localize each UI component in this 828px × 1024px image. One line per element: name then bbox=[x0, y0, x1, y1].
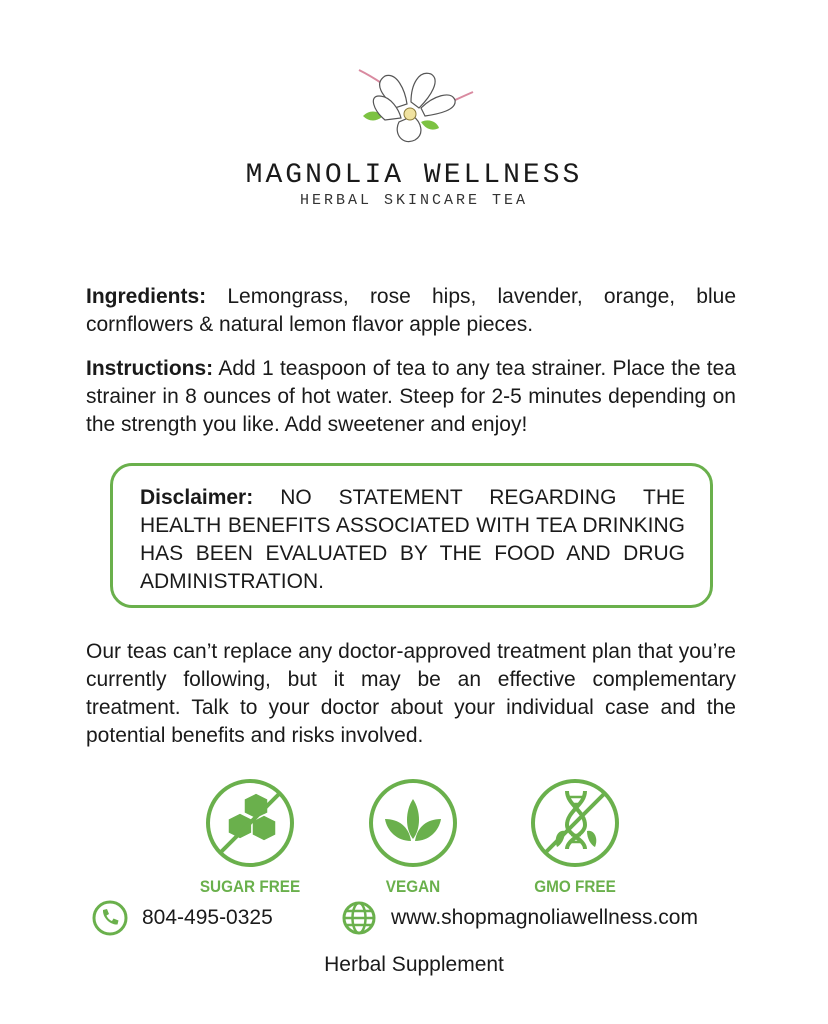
globe-icon bbox=[341, 900, 377, 936]
badge-gmo-free bbox=[527, 777, 623, 897]
disclaimer-label: Disclaimer: bbox=[140, 486, 254, 509]
instructions-paragraph bbox=[86, 355, 736, 439]
footer-text: Herbal Supplement bbox=[324, 953, 504, 976]
magnolia-flower-icon bbox=[355, 66, 477, 148]
dna-crossed-icon bbox=[529, 777, 621, 869]
sugar-cubes-crossed-icon bbox=[204, 777, 296, 869]
website-contact bbox=[341, 900, 698, 936]
phone-icon bbox=[92, 900, 128, 936]
badge-label: SUGAR FREE bbox=[199, 877, 301, 896]
disclaimer-text: NO STATEMENT REGARDING THE HEALTH BENEFITS ASSOCIATED WITH TEA DRINKING HAS BEEN EVALUATED BY THE FOOD AND DRUG ADMINISTRATION. bbox=[140, 486, 685, 593]
disclaimer-paragraph bbox=[140, 484, 685, 596]
brand-name: MAGNOLIA WELLNESS bbox=[245, 160, 583, 191]
ingredients-paragraph bbox=[86, 283, 736, 339]
badge-label: VEGAN bbox=[385, 877, 441, 896]
instructions-label: Instructions: bbox=[86, 357, 214, 380]
instructions-text: Add 1 teaspoon of tea to any tea strainer. Place the tea strainer in 8 ounces of hot water. Steep for 2-5 minutes depending on the strength you like. Add sweetener and enjoy! bbox=[86, 357, 736, 436]
ingredients-label: Ingredients: bbox=[86, 285, 207, 308]
phone-number: 804-495-0325 bbox=[142, 906, 273, 929]
website-link[interactable]: www.shopmagnoliawellness.com bbox=[391, 906, 698, 929]
ingredients-text: Lemongrass, rose hips, lavender, orange, blue cornflowers & natural lemon flavor apple pieces. bbox=[86, 285, 737, 336]
treatment-note: Our teas can’t replace any doctor-approved treatment plan that you’re currently following, but it may be an effective complementary treatment. Talk to your doctor about your individual case and the potential benefits and risks involved. bbox=[86, 640, 736, 747]
badge-sugar-free bbox=[199, 777, 301, 897]
brand-tagline: HERBAL SKINCARE TEA bbox=[299, 192, 529, 209]
disclaimer-box bbox=[110, 463, 713, 608]
phone-contact bbox=[92, 900, 273, 936]
badge-vegan bbox=[365, 777, 461, 897]
leaf-icon bbox=[367, 777, 459, 869]
badge-label: GMO FREE bbox=[534, 877, 616, 896]
